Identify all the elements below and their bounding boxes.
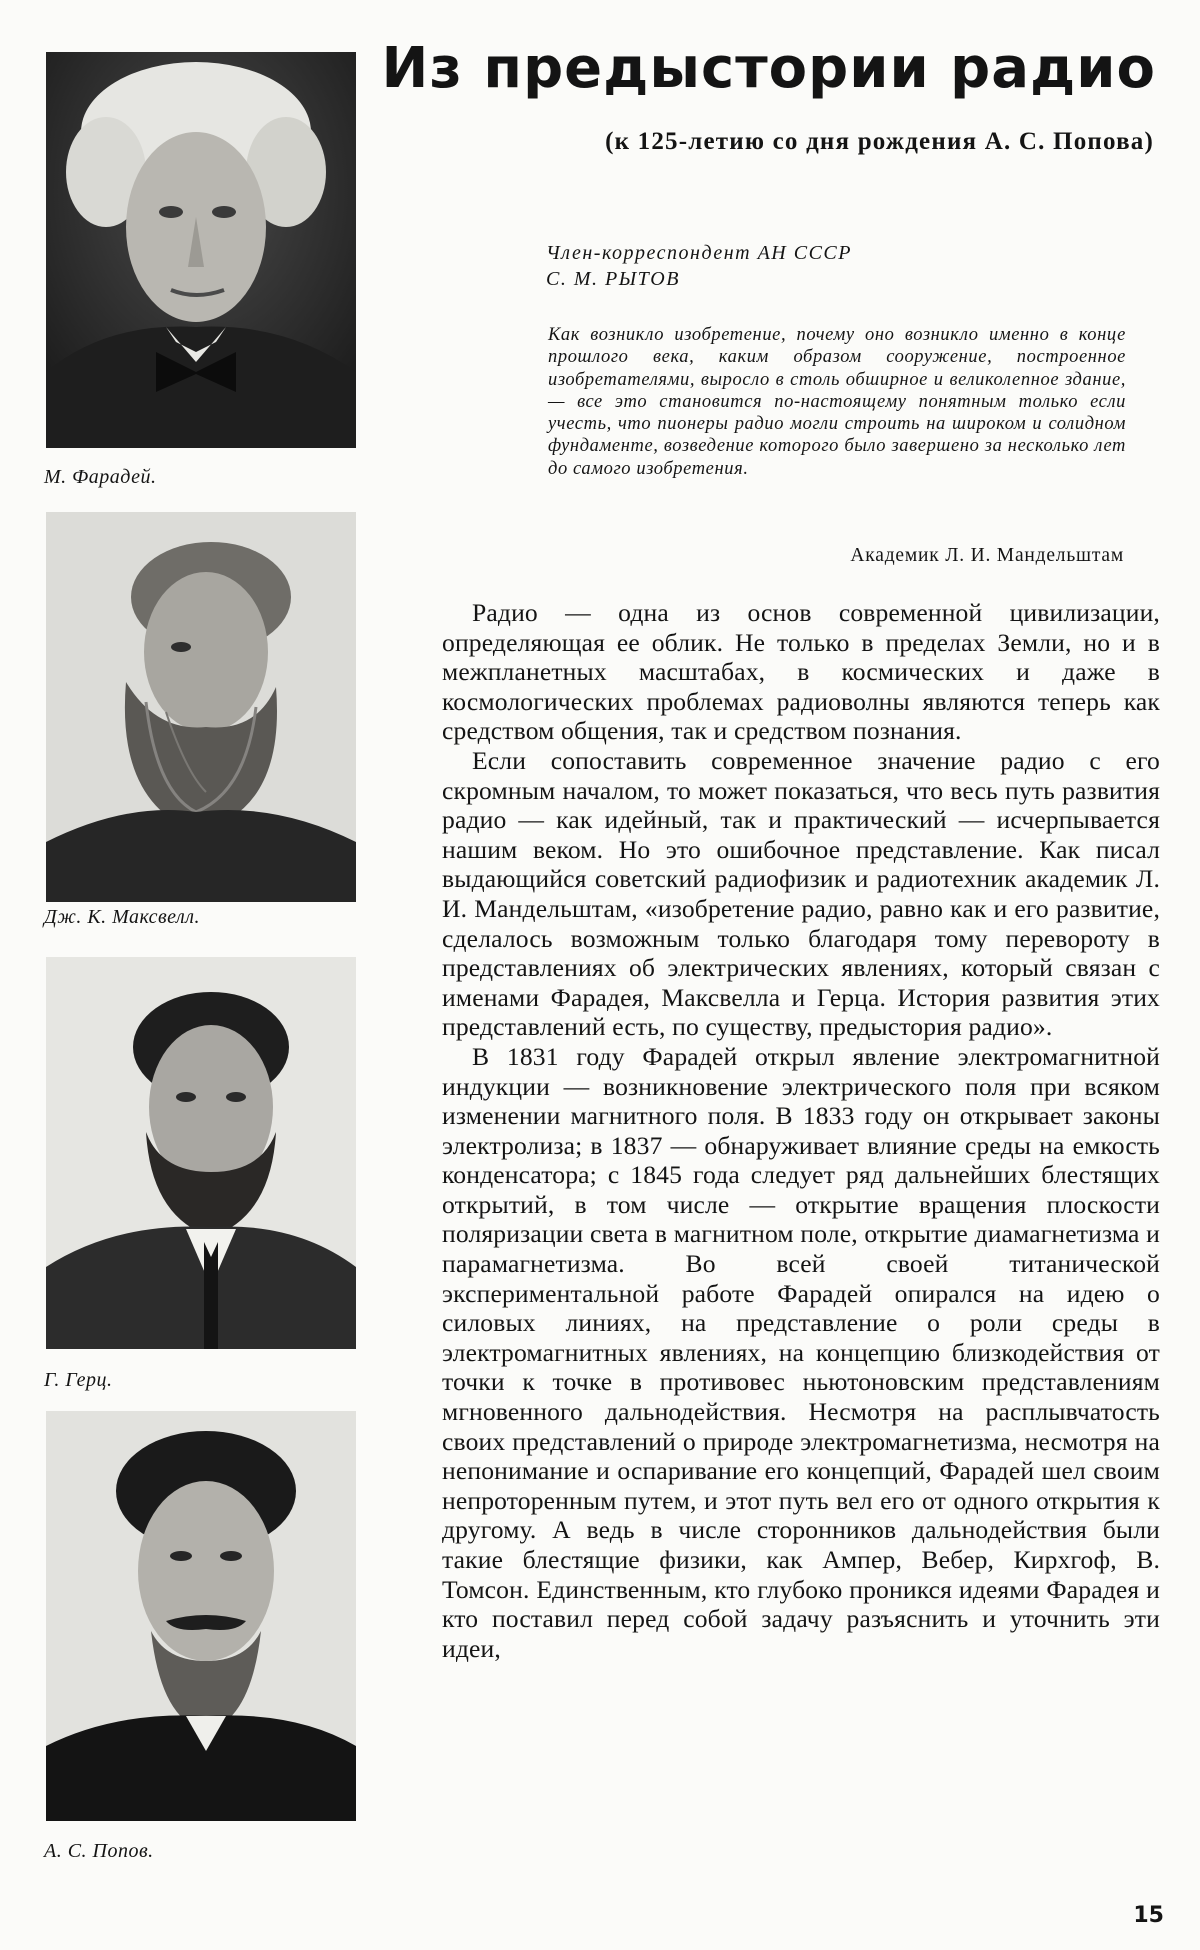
portrait-popov-caption: А. С. Попов. xyxy=(44,1840,154,1862)
author-name: С. М. РЫТОВ xyxy=(546,268,680,290)
page-number: 15 xyxy=(1133,1903,1164,1928)
portrait-popov-image xyxy=(46,1411,356,1821)
article-title: Из предыстории радио xyxy=(381,36,1156,101)
body-paragraph: Если сопоставить современное значение радио с его скромным началом, то может показаться, что весь путь развития радио — как идейный, так и практический — исчерпывается нашим веком. Но это ошибочное представление. Как писал выдающийся советский радиофизик и радиотехник академик Л. И. Мандельштам, «изобретение радио, равно как и его развитие, сделалось возможным только благодаря тому перевороту в представлениях об электрических явлениях, который связан с именами Фарадея, Максвелла и Герца. История развития этих представлений есть, по существу, предыстория радио». xyxy=(442,745,1160,1042)
portrait-maxwell-image xyxy=(46,512,356,902)
author-title: Член-корреспондент АН СССР xyxy=(546,242,852,264)
portrait-faraday-caption: М. Фарадей. xyxy=(44,466,157,488)
author-block xyxy=(546,240,852,292)
portrait-hertz xyxy=(46,957,356,1349)
portrait-popov xyxy=(46,1411,356,1821)
epigraph-author: Академик Л. И. Мандельштам xyxy=(850,545,1124,566)
portrait-faraday xyxy=(46,52,356,448)
article-subtitle: (к 125-летию со дня рождения А. С. Попова) xyxy=(605,128,1154,155)
portrait-maxwell-caption: Дж. К. Максвелл. xyxy=(44,906,200,928)
portrait-hertz-image xyxy=(46,957,356,1349)
body-paragraph: Радио — одна из основ современной цивилизации, определяющая ее облик. Не только в пределах Земли, но и в межпланетных масштабах, в космических и даже в космологических проблемах радиоволны являются теперь как средством общения, так и средством познания. xyxy=(442,598,1160,746)
article-body xyxy=(442,598,1160,1663)
epigraph-text: Как возникло изобретение, почему оно возникло именно в конце прошлого века, каким образом сооружение, построенное изобретателями, выросло в столь обширное и великолепное здание,— все это становится по-настоящему понятным только если учесть, что пионеры радио могли строить на широком и солидном фундаменте, возведение которого было завершено за несколько лет до самого изобретения. xyxy=(548,325,1126,479)
body-paragraph: В 1831 году Фарадей открыл явление электромагнитной индукции — возникновение электрического поля при всяком изменении магнитного поля. В 1833 году он открывает законы электролиза; в 1837 — обнаруживает влияние среды на емкость конденсатора; с 1845 года следует ряд дальнейших блестящих открытий, в том числе — открытие вращения плоскости поляризации света в магнитном поле, открытие диамагнетизма и парамагнетизма. Во всей своей титанической экспериментальной работе Фарадей опирался на идею о силовых линиях, на представление о роли среды в электромагнитных явлениях, на концепцию близкодействия от точки к точке в противовес ньютоновским представлениям мгновенного дальнодействия. Несмотря на расплывчатость своих представлений о природе электромагнетизма, несмотря на непонимание и оспаривание его концепций, Фарадей шел своим непроторенным путем, и этот путь вел его от одного открытия к другому. А ведь в числе сторонников дальнодействия были такие блестящие физики, как Ампер, Вебер, Кирхгоф, В. Томсон. Единственным, кто глубоко проникся идеями Фарадея и кто поставил перед собой задачу разъяснить и уточнить эти идеи, xyxy=(442,1041,1160,1663)
portrait-faraday-image xyxy=(46,52,356,448)
portrait-maxwell xyxy=(46,512,356,902)
portrait-hertz-caption: Г. Герц. xyxy=(44,1369,113,1391)
